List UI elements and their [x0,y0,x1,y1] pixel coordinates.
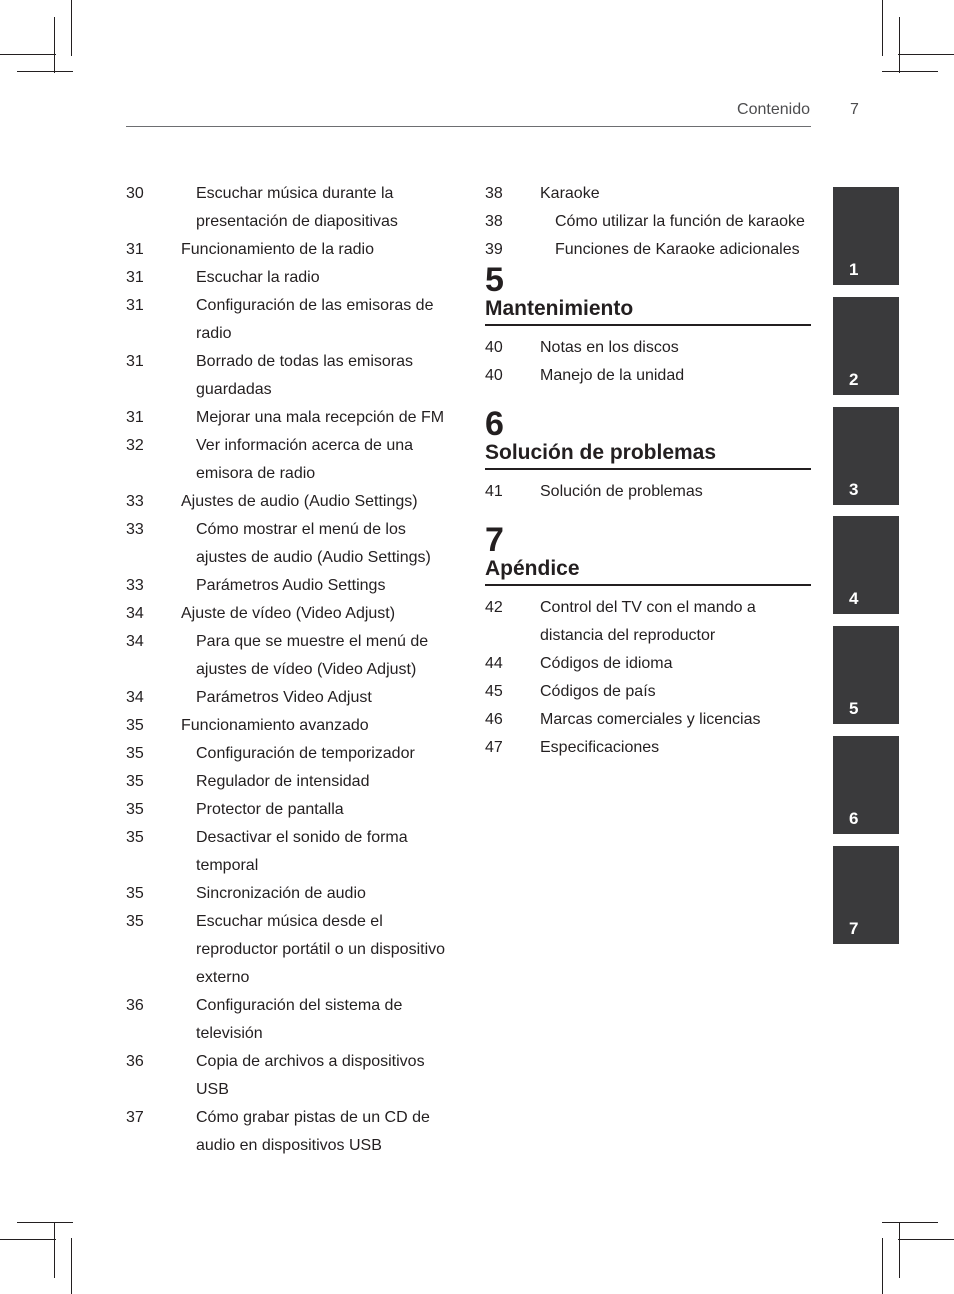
toc-entry-title: Escuchar música durante la presentación de diapositivas [196,185,398,230]
header-section-title: Contenido [737,101,810,118]
toc-chapter [485,261,811,390]
toc-entry[interactable] [126,880,456,908]
toc-entry-page: 34 [126,605,144,622]
chapter-tab-label: 6 [849,809,859,828]
toc-entry-title: Funcionamiento de la radio [181,241,375,258]
toc-entry-page: 31 [126,409,144,426]
chapter-tab-1[interactable] [833,187,899,285]
chapter-tab-5[interactable] [833,626,899,724]
chapter-number: 5 [485,261,504,299]
toc-entry[interactable] [126,600,456,628]
toc-entry-title: Códigos de idioma [540,655,673,672]
toc-entry-title: Códigos de país [540,683,656,700]
toc-entry[interactable] [485,236,811,264]
toc-entry[interactable] [126,264,456,292]
toc-entry-page: 40 [485,339,503,356]
toc-entry[interactable] [485,478,811,506]
toc-entry-page: 37 [126,1109,144,1126]
toc-entry-page: 35 [126,745,144,762]
chapter-title: Solución de problemas [485,440,811,470]
toc-entry-page: 34 [126,689,144,706]
toc-entry[interactable] [126,236,456,264]
toc-entry-page: 31 [126,297,144,314]
toc-entry-title: Parámetros Audio Settings [196,577,386,594]
toc-chapters [485,261,811,762]
toc-entry-title: Sincronización de audio [196,885,366,902]
toc-entry-page: 35 [126,801,144,818]
toc-entry-page: 33 [126,521,144,538]
toc-entry-title: Mejorar una mala recepción de FM [196,409,445,426]
toc-entry-page: 46 [485,711,503,728]
toc-entry-title: Ver información acerca de una emisora de radio [196,437,414,482]
chapter-number: 6 [485,405,504,443]
chapter-tab-label: 5 [849,699,859,719]
toc-entry-page: 40 [485,367,503,384]
toc-entry[interactable] [485,706,811,734]
toc-entry[interactable] [485,334,811,362]
chapter-tab-label: 1 [849,260,859,279]
toc-entry[interactable] [126,292,456,348]
toc-entry-title: Borrado de todas las emisoras guardadas [196,353,413,398]
toc-entry[interactable] [126,404,456,432]
toc-entry[interactable] [126,572,456,600]
toc-entry[interactable] [126,348,456,404]
toc-entry[interactable] [126,796,456,824]
toc-entry-page: 32 [126,437,144,454]
toc-entry-title: Regulador de intensidad [196,773,370,790]
chapter-title: Apéndice [485,556,811,586]
toc-chapter-4-continued [485,180,811,264]
toc-entry[interactable] [485,594,811,650]
toc-entry-page: 38 [485,185,503,202]
chapter-tab-6[interactable] [833,736,899,834]
toc-entry[interactable] [126,488,456,516]
toc-entry-title: Desactivar el sonido de forma temporal [196,829,408,874]
toc-entry[interactable] [485,734,811,762]
toc-entry-title: Cómo grabar pistas de un CD de audio en dispositivos USB [196,1109,430,1154]
toc-left-column [126,180,456,1160]
toc-entry-title: Cómo utilizar la función de karaoke [555,213,805,230]
header-page-number: 7 [850,101,859,118]
toc-right-column [485,180,811,762]
toc-entry-title: Ajustes de audio (Audio Settings) [181,493,418,510]
toc-entry-page: 39 [485,241,503,258]
toc-entry-title: Funcionamiento avanzado [181,717,369,734]
toc-entry-title: Manejo de la unidad [540,367,685,384]
toc-entry-page: 35 [126,829,144,846]
toc-entry-page: 31 [126,241,144,258]
toc-entry[interactable] [485,208,811,236]
toc-entry-title: Control del TV con el mando a distancia del reproductor [540,599,756,644]
chapter-number: 7 [485,521,504,559]
chapter-tab-label: 2 [849,369,859,389]
toc-entry-page: 36 [126,997,144,1014]
chapter-tab-label: 7 [849,918,859,938]
toc-entry[interactable] [126,1104,456,1160]
toc-chapter [485,521,811,762]
toc-entry-title: Funciones de Karaoke adicionales [555,241,800,258]
toc-entry-title: Escuchar la radio [196,269,320,286]
toc-entry-title: Configuración de las emisoras de radio [196,297,434,342]
toc-entry-page: 34 [126,633,144,650]
toc-entry-page: 45 [485,683,503,700]
toc-entry-title: Escuchar música desde el reproductor portátil o un dispositivo externo [196,913,446,986]
toc-entry[interactable] [126,1048,456,1104]
chapter-tab-7[interactable] [833,846,899,944]
toc-entry[interactable] [126,908,456,992]
toc-entry[interactable] [126,768,456,796]
toc-entry-title: Ajuste de vídeo (Video Adjust) [181,605,396,622]
toc-entry[interactable] [126,628,456,684]
toc-chapter [485,405,811,506]
toc-entry-page: 35 [126,885,144,902]
toc-entry[interactable] [126,432,456,488]
toc-entry-title: Marcas comerciales y licencias [540,711,761,728]
chapter-title: Mantenimiento [485,296,811,326]
toc-entry-page: 41 [485,483,503,500]
toc-entry-page: 36 [126,1053,144,1070]
toc-entry-title: Parámetros Video Adjust [196,689,372,706]
toc-entry[interactable] [485,650,811,678]
toc-entry-title: Karaoke [540,185,600,202]
toc-entry-page: 33 [126,493,144,510]
toc-entry[interactable] [485,678,811,706]
toc-entry[interactable] [126,684,456,712]
toc-entry-page: 44 [485,655,503,672]
toc-entry-page: 30 [126,185,144,202]
toc-entry[interactable] [126,992,456,1048]
toc-entry-title: Especificaciones [540,739,660,756]
toc-entry[interactable] [126,740,456,768]
toc-entry-title: Configuración del sistema de televisión [196,997,403,1042]
toc-entry-page: 33 [126,577,144,594]
toc-entry-page: 35 [126,773,144,790]
chapter-tab-4[interactable] [833,516,899,614]
toc-entry[interactable] [126,516,456,572]
toc-entry[interactable] [126,180,456,236]
chapter-tab-2[interactable] [833,297,899,395]
chapter-tab-3[interactable] [833,407,899,505]
toc-entry[interactable] [485,362,811,390]
chapter-tab-label: 3 [849,479,859,499]
toc-entry-title: Configuración de temporizador [196,745,415,762]
toc-entry-page: 42 [485,599,503,616]
toc-entry-page: 31 [126,353,144,370]
toc-entry-page: 31 [126,269,144,286]
toc-entry-page: 35 [126,913,144,930]
toc-entry[interactable] [485,180,811,208]
toc-entry-title: Cómo mostrar el menú de los ajustes de audio (Audio Settings) [196,521,431,566]
toc-entry-title: Solución de problemas [540,483,703,500]
toc-entry-page: 38 [485,213,503,230]
toc-entry-page: 47 [485,739,503,756]
toc-entry-title: Copia de archivos a dispositivos USB [196,1053,425,1098]
toc-entry[interactable] [126,824,456,880]
toc-entry-title: Notas en los discos [540,339,679,356]
toc-entry[interactable] [126,712,456,740]
chapter-tab-label: 4 [849,589,859,609]
toc-entry-title: Para que se muestre el menú de ajustes de vídeo (Video Adjust) [196,633,429,678]
toc-entry-title: Protector de pantalla [196,801,344,818]
toc-entry-page: 35 [126,717,144,734]
header-rule [126,126,811,127]
